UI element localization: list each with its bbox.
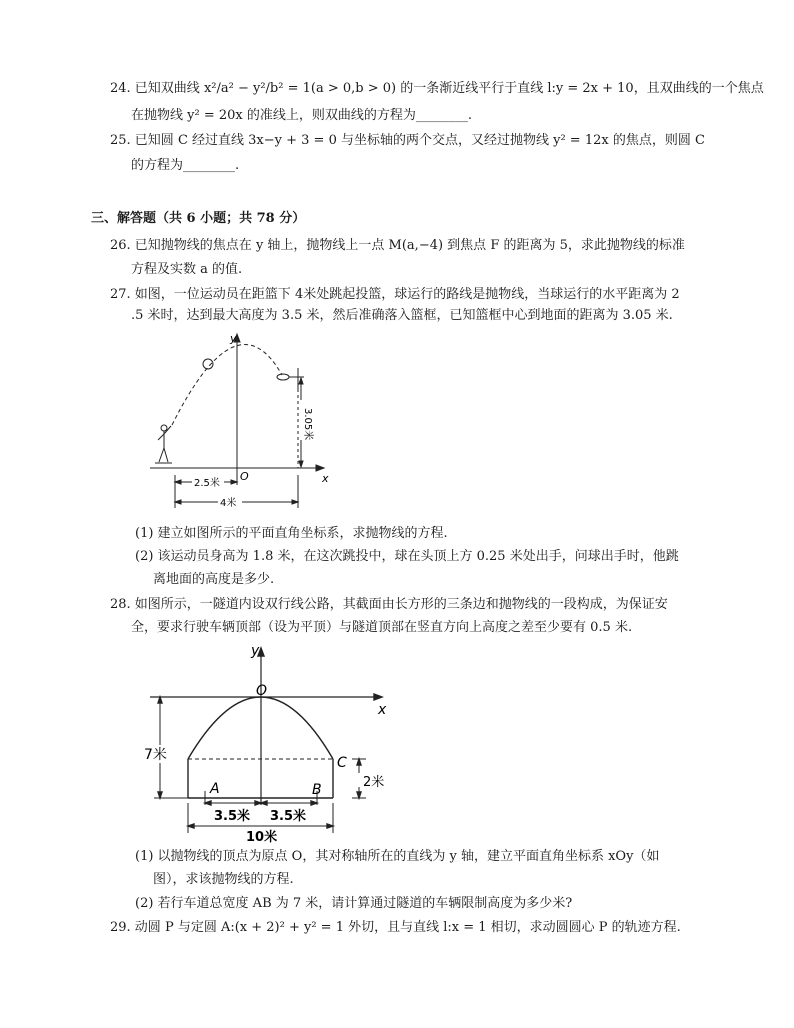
section-3-title: 三、解答题（共 6 小题；共 78 分）: [91, 211, 306, 226]
question-28-line2: 全，要求行驶车辆顶部（设为平顶）与隧道顶部在竖直方向上高度之差至少要有 0.5 米.: [131, 620, 633, 635]
fig1-origin-label: O: [240, 470, 249, 483]
fig2-x-label: x: [378, 702, 387, 718]
trajectory-curve: [172, 345, 282, 425]
question-27-line2: .5 米时，达到最大高度为 3.5 米，然后准确落入篮框，已知篮框中心到地面的距离为 3.05 米.: [131, 308, 673, 323]
fig1-y-label: y: [230, 332, 237, 345]
question-26-line2: 方程及实数 a 的值.: [131, 262, 243, 277]
fig2-a-label: A: [210, 781, 220, 797]
question-28-line1: 28. 如图所示，一隧道内设双行线公路，其截面由长方形的三条边和抛物线的一段构成，为保证安: [110, 597, 668, 612]
player-head-icon: [161, 425, 167, 431]
fig1-dist1-label: 2.5米: [194, 478, 220, 489]
question-28-sub1-line1: (1) 以抛物线的顶点为原点 O，其对称轴所在的直线为 y 轴，建立平面直角坐标系 xOy（如: [135, 849, 660, 864]
fig2-half1-label: 3.5米: [214, 809, 251, 824]
figure-basketball: [140, 330, 340, 520]
question-28-sub2: (2) 若行车道总宽度 AB 为 7 米，请计算通过隧道的车辆限制高度为多少米?: [135, 896, 573, 911]
question-28-sub1-line2: 图），求该抛物线的方程.: [153, 872, 294, 887]
fig1-height-label: 3.05米: [302, 408, 313, 441]
question-24-line2: 在抛物线 y² = 20x 的准线上，则双曲线的方程为________.: [131, 108, 472, 123]
question-29-line1: 29. 动圆 P 与定圆 A:(x + 2)² + y² = 1 外切，且与直线 l:x = 1 相切，求动圆圆心 P 的轨迹方程.: [110, 920, 681, 935]
fig2-y-label: y: [251, 643, 260, 659]
question-27-sub2-line2: 离地面的高度是多少.: [153, 572, 275, 587]
figure-tunnel: [140, 645, 400, 845]
fig2-c-label: C: [337, 755, 347, 771]
fig2-origin-label: O: [256, 683, 268, 699]
fig2-height-label: 7米: [144, 747, 167, 763]
question-25-line2: 的方程为________.: [131, 158, 240, 173]
question-24-line1: 24. 已知双曲线 x²/a² − y²/b² = 1(a > 0,b > 0) 的一条渐近线平行于直线 l:y = 2x + 10，且双曲线的一个焦点: [110, 81, 764, 96]
hoop-icon: [277, 374, 289, 380]
fig1-dist2-label: 4米: [220, 498, 237, 509]
fig2-b-label: B: [312, 782, 322, 798]
question-27-sub1: (1) 建立如图所示的平面直角坐标系，求抛物线的方程.: [135, 526, 448, 541]
question-27-sub2-line1: (2) 该运动员身高为 1.8 米，在这次跳投中，球在头顶上方 0.25 米处出手，问球出手时，他跳: [135, 549, 679, 564]
question-26-line1: 26. 已知抛物线的焦点在 y 轴上，抛物线上一点 M(a,−4) 到焦点 F 的距离为 5，求此抛物线的标准: [110, 238, 685, 253]
fig2-width-label: 10米: [246, 830, 278, 845]
question-27-line1: 27. 如图，一位运动员在距篮下 4米处跳起投篮，球运行的路线是抛物线，当球运行的水平距离为 2: [110, 287, 680, 302]
fig2-half2-label: 3.5米: [270, 809, 307, 824]
x-axis-arrow: [316, 465, 324, 471]
x-axis-arrow: [374, 694, 382, 700]
fig2-side-label: 2米: [363, 775, 385, 790]
fig1-x-label: x: [322, 472, 329, 485]
question-25-line1: 25. 已知圆 C 经过直线 3x−y + 3 = 0 与坐标轴的两个交点，又经过抛物线 y² = 12x 的焦点，则圆 C: [110, 133, 705, 148]
